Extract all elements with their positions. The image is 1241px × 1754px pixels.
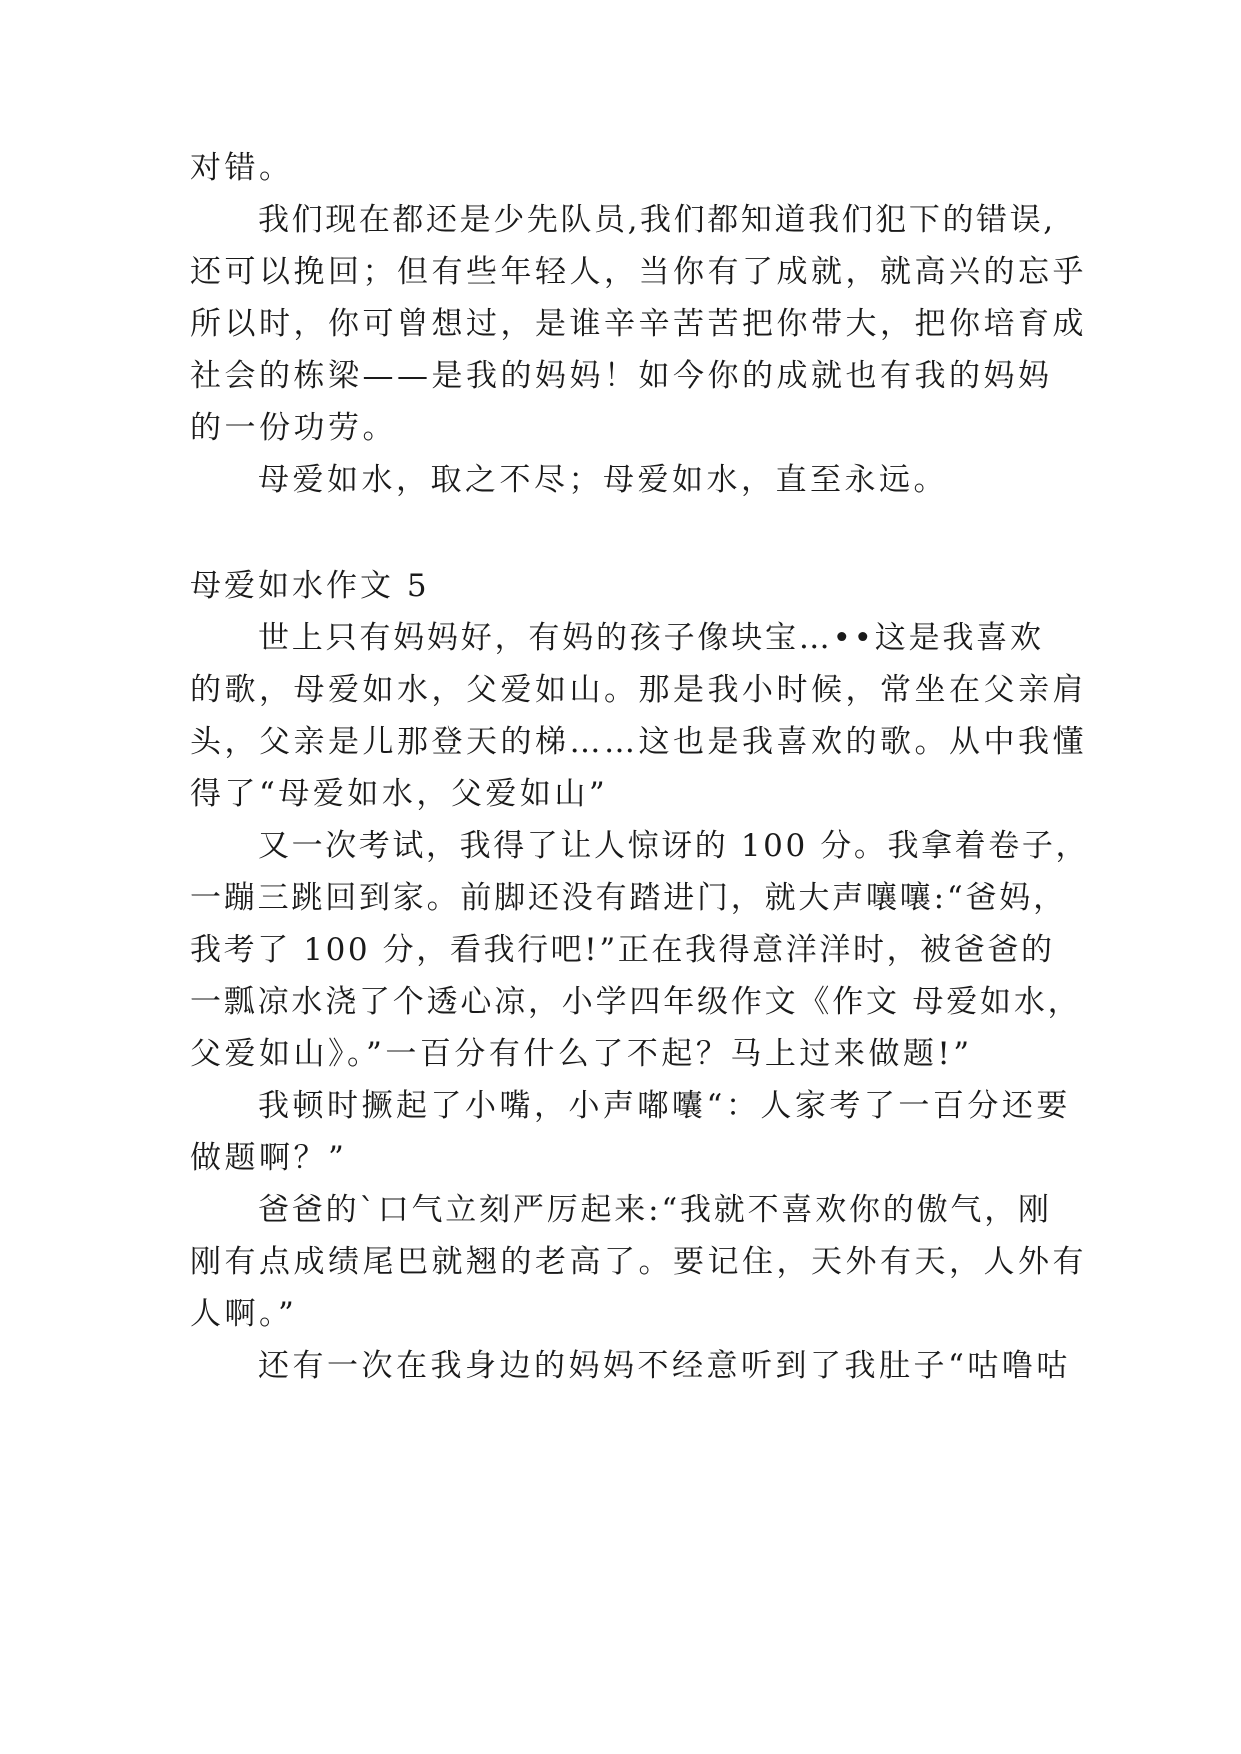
text-line: 世上只有妈妈好，有妈的孩子像块宝…••这是我喜欢 — [258, 620, 1044, 656]
text-line: 一瓢凉水浇了个透心凉，小学四年级作文《作文 母爱如水， — [190, 984, 1082, 1020]
text-line: 得了“母爱如水，父爱如山” — [190, 776, 609, 812]
text-line: 父爱如山》。”一百分有什么了不起？马上过来做题!” — [190, 1036, 973, 1072]
text-line: 的歌，母爱如水，父爱如山。那是我小时候，常坐在父亲肩 — [190, 672, 1087, 708]
text-line: 我考了 100 分，看我行吧!”正在我得意洋洋时，被爸爸的 — [190, 932, 1055, 968]
text-line: 做题啊？” — [190, 1140, 348, 1176]
text-line: 所以时，你可曾想过，是谁辛辛苦苦把你带大，把你培育成 — [190, 306, 1087, 342]
text-line: 对错。 — [190, 150, 294, 186]
text-line: 头，父亲是儿那登天的梯……这也是我喜欢的歌。从中我懂 — [190, 724, 1087, 760]
text-line: 我顿时撅起了小嘴，小声嘟囔“：人家考了一百分还要 — [258, 1088, 1071, 1124]
text-line: 我们现在都还是少先队员,我们都知道我们犯下的错误, — [258, 202, 1056, 238]
text-line: 刚有点成绩尾巴就翘的老高了。要记住，天外有天，人外有 — [190, 1244, 1087, 1280]
text-line: 一蹦三跳回到家。前脚还没有踏进门，就大声嚷嚷:“爸妈， — [190, 880, 1067, 916]
text-line: 社会的栋梁——是我的妈妈！如今你的成就也有我的妈妈 — [190, 358, 1053, 394]
text-line: 还有一次在我身边的妈妈不经意听到了我肚子“咕噜咕 — [258, 1348, 1071, 1384]
text-line: 人啊。” — [190, 1296, 298, 1332]
text-line: 母爱如水，取之不尽；母爱如水，直至永远。 — [258, 462, 948, 498]
section-heading: 母爱如水作文 5 — [190, 568, 430, 604]
text-line: 还可以挽回；但有些年轻人，当你有了成就，就高兴的忘乎 — [190, 254, 1087, 290]
text-line: 又一次考试，我得了让人惊讶的 100 分。我拿着卷子， — [258, 828, 1090, 864]
text-line: 的一份功劳。 — [190, 410, 397, 446]
text-line: 爸爸的`口气立刻严厉起来:“我就不喜欢你的傲气，刚 — [258, 1192, 1052, 1228]
